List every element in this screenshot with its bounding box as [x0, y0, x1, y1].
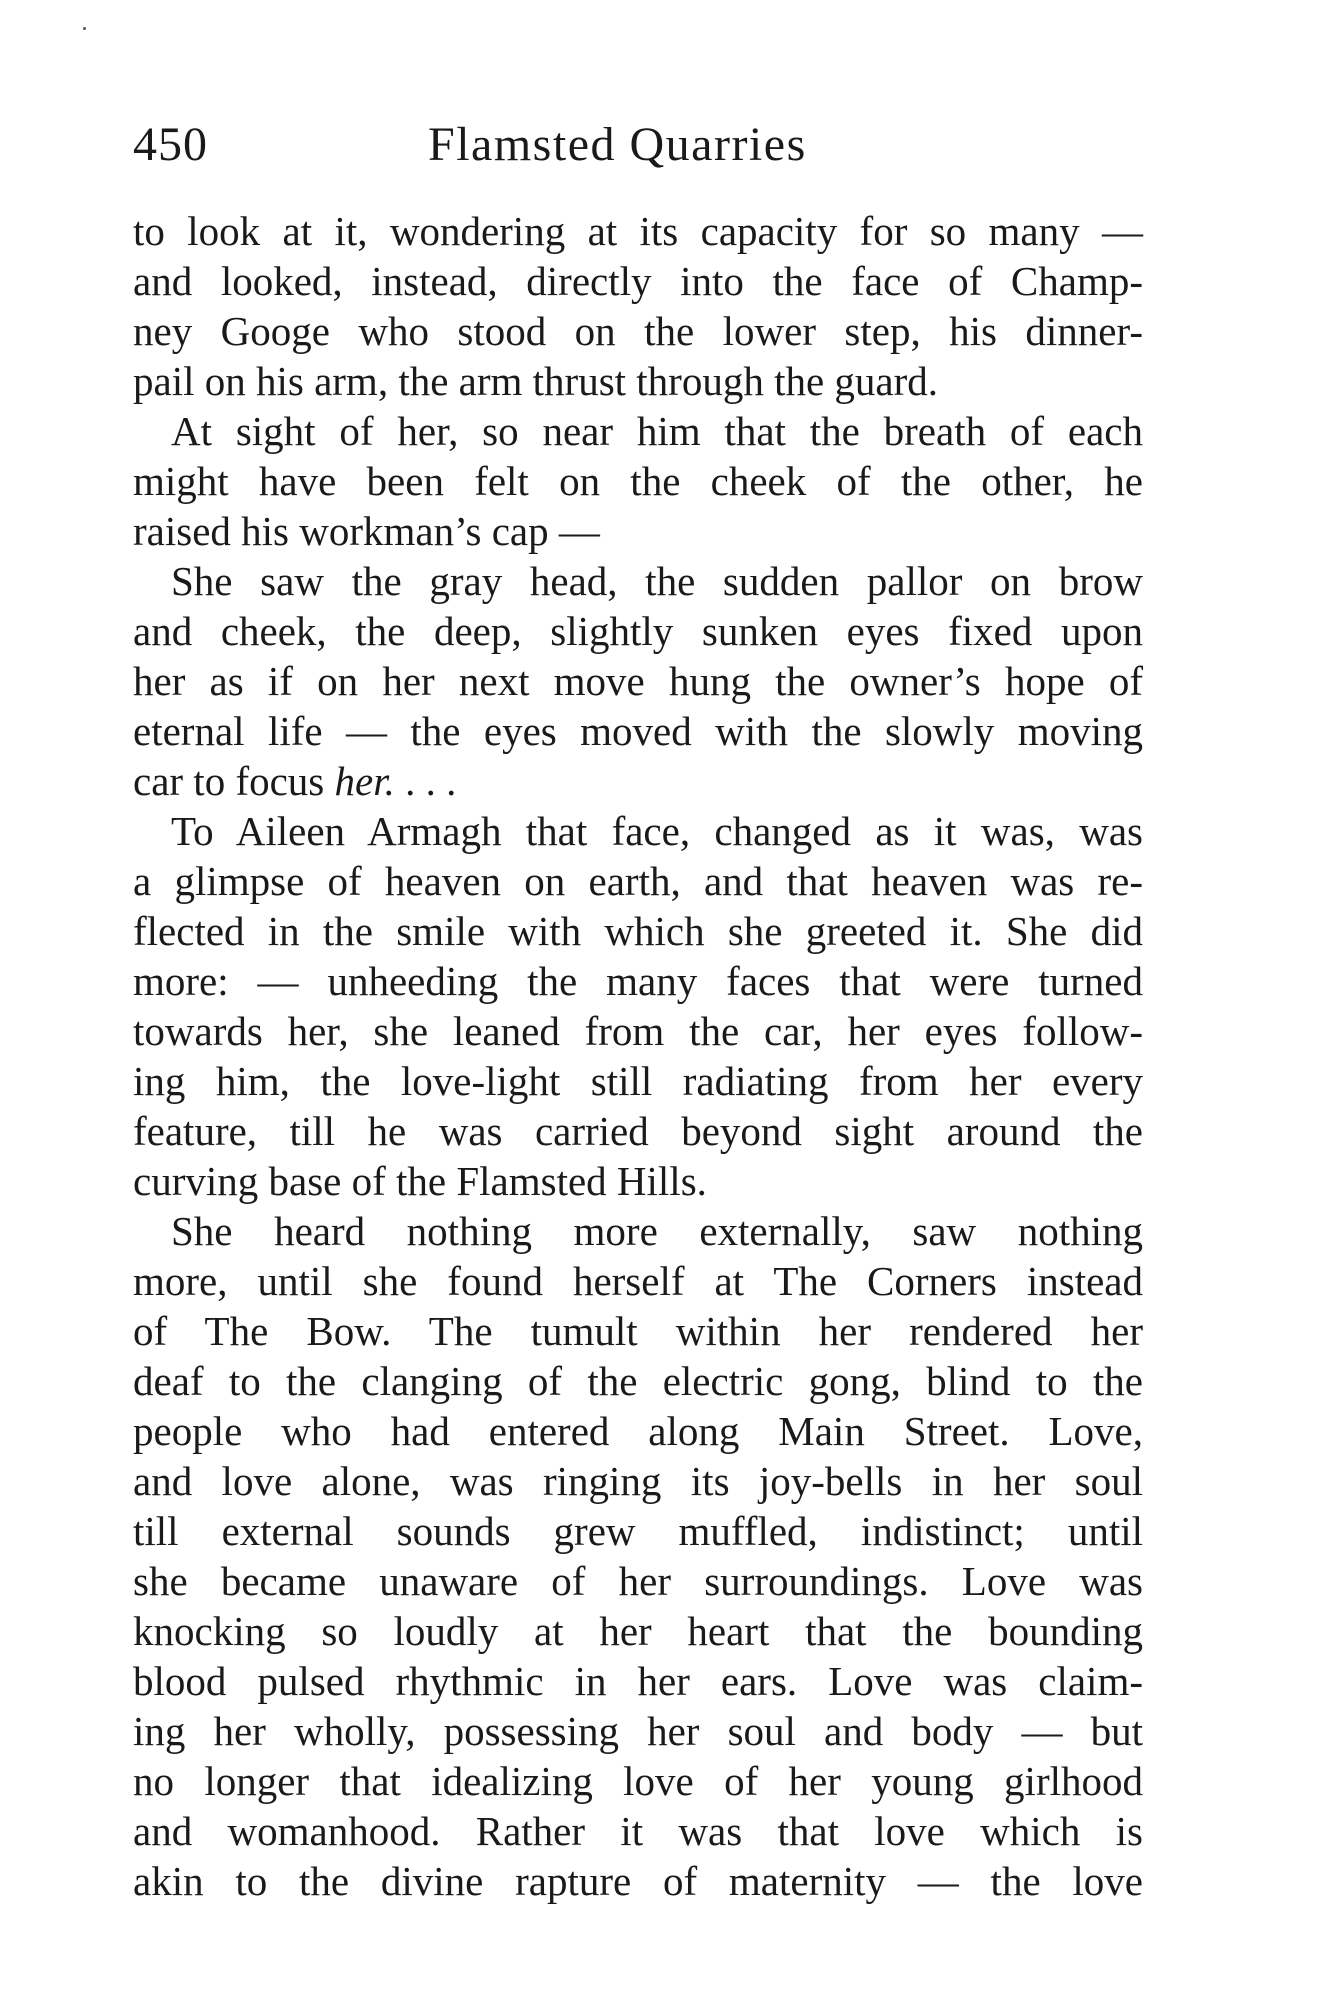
text-line: ing her wholly, possessing her soul and body — but [133, 1708, 1143, 1754]
text-line: and cheek, the deep, slightly sunken eyes fixed upon [133, 608, 1143, 654]
ellipsis: . . . [394, 758, 457, 804]
text-line: akin to the divine rapture of maternity — the love [133, 1858, 1143, 1904]
text-line: and love alone, was ringing its joy-bells in her soul [133, 1458, 1143, 1504]
text-line: of The Bow. The tumult within her rendered her [133, 1308, 1143, 1354]
text-line: At sight of her, so near him that the breath of each [171, 408, 1143, 454]
text-line: raised his workman’s cap — [133, 508, 600, 554]
text-line: towards her, she leaned from the car, her eyes follow- [133, 1008, 1143, 1054]
text-line: She heard nothing more externally, saw nothing [171, 1208, 1143, 1254]
text-line: She saw the gray head, the sudden pallor on brow [171, 558, 1143, 604]
text-line: more, until she found herself at The Corners instead [133, 1258, 1143, 1304]
text-line: her as if on her next move hung the owner’s hope of [133, 658, 1143, 704]
running-header [133, 110, 1143, 180]
text-line: no longer that idealizing love of her young girlhood [133, 1758, 1143, 1804]
scan-speck [83, 27, 86, 30]
body-text [133, 206, 1143, 1906]
emphasized-word: her. [334, 758, 395, 804]
text-segment: car to focus [133, 758, 325, 804]
text-line: might have been felt on the cheek of the other, he [133, 458, 1143, 504]
text-line: curving base of the Flamsted Hills. [133, 1158, 707, 1204]
text-line: and looked, instead, directly into the face of Champ- [133, 258, 1143, 304]
running-title: Flamsted Quarries [428, 118, 807, 171]
text-line: pail on his arm, the arm thrust through the guard. [133, 358, 939, 404]
text-line: and womanhood. Rather it was that love which is [133, 1808, 1143, 1854]
text-line: To Aileen Armagh that face, changed as it was, was [171, 808, 1143, 854]
text-line: feature, till he was carried beyond sight around the [133, 1108, 1143, 1154]
page-number: 450 [133, 118, 208, 171]
text-line: people who had entered along Main Street. Love, [133, 1408, 1143, 1454]
text-line: flected in the smile with which she greeted it. She did [133, 908, 1143, 954]
text-line: ney Googe who stood on the lower step, his dinner- [133, 308, 1143, 354]
text-line: blood pulsed rhythmic in her ears. Love was claim- [133, 1658, 1143, 1704]
text-line: to look at it, wondering at its capacity for so many — [133, 208, 1143, 254]
text-line: she became unaware of her surroundings. Love was [133, 1558, 1143, 1604]
text-line: a glimpse of heaven on earth, and that heaven was re- [133, 858, 1143, 904]
text-line: deaf to the clanging of the electric gong, blind to the [133, 1358, 1143, 1404]
text-line: knocking so loudly at her heart that the bounding [133, 1608, 1143, 1654]
text-line: till external sounds grew muffled, indistinct; until [133, 1508, 1143, 1554]
text-line: ing him, the love-light still radiating from her every [133, 1058, 1143, 1104]
text-line-with-emphasis [133, 756, 1143, 806]
text-line: eternal life — the eyes moved with the slowly moving [133, 708, 1143, 754]
text-line: more: — unheeding the many faces that were turned [133, 958, 1143, 1004]
